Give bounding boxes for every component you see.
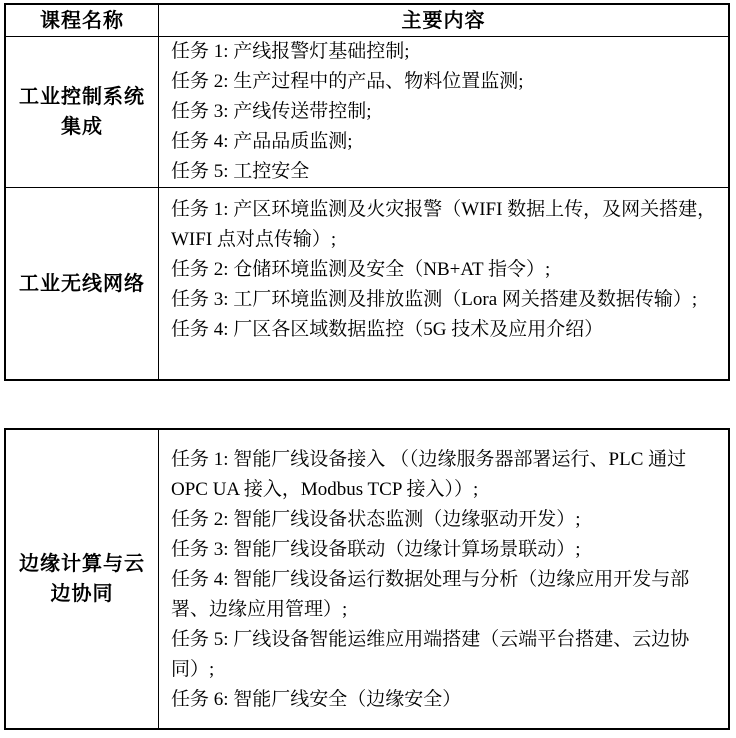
task-line-6: 任务 6: 智能厂线安全（边缘安全） [171,689,462,710]
task-line-1: 任务 1: 产区环境监测及火灾报警（WIFI 数据上传，及网关搭建，WIFI 点对点传输）; [171,199,717,250]
course-name-line: 工业无线网络 [19,272,145,295]
course-name-line: 集成 [61,116,103,138]
row-industrial-control-system [6,36,728,187]
task-line-4: 任务 4: 智能厂线设备运行数据处理与分析（边缘应用开发与部署、边缘应用管理）; [171,569,690,620]
tasks-cell [159,430,728,728]
task-line-2: 任务 2: 智能厂线设备状态监测（边缘驱动开发）; [171,509,581,530]
row-industrial-wireless-network [6,187,728,379]
header-course-name-label: 课程名称 [40,9,124,32]
course-name-cell [6,188,159,379]
task-line-3: 任务 3: 智能厂线设备联动（边缘计算场景联动）; [171,539,581,560]
task-line-2: 任务 2: 仓储环境监测及安全（NB+AT 指令）; [171,259,551,280]
header-main-content-label: 主要内容 [401,9,486,32]
course-table-top [4,3,730,381]
row-edge-computing-cloud-edge [6,430,728,728]
table1-header-row [6,5,728,36]
task-line-4: 任务 4: 厂区各区域数据监控（5G 技术及应用介绍） [171,319,604,340]
task-line-1: 任务 1: 产线报警灯基础控制; [171,41,410,62]
task-line-5: 任务 5: 厂线设备智能运维应用端搭建（云端平台搭建、云边协同）; [171,629,690,680]
course-name-line: 边协同 [50,583,114,605]
header-cell-course-name [6,5,159,36]
course-name-line: 边缘计算与云 [19,553,145,575]
task-line-3: 任务 3: 工厂环境监测及排放监测（Lora 网关搭建及数据传输）; [171,289,698,310]
course-table-bottom [4,428,730,730]
task-line-3: 任务 3: 产线传送带控制; [171,101,372,122]
course-name-cell [6,37,159,187]
header-cell-main-content [159,5,728,36]
course-name-line: 工业控制系统 [19,86,145,108]
course-name-cell [6,430,159,728]
task-line-4: 任务 4: 产品品质监测; [171,131,353,152]
tasks-cell [159,37,728,187]
task-line-1: 任务 1: 智能厂线设备接入 （（边缘服务器部署运行、PLC 通过 OPC UA 接入，Modbus TCP 接入））; [171,449,687,500]
task-line-5: 任务 5: 工控安全 [171,161,310,182]
task-line-2: 任务 2: 生产过程中的产品、物料位置监测; [171,71,524,92]
tasks-cell [159,188,728,379]
